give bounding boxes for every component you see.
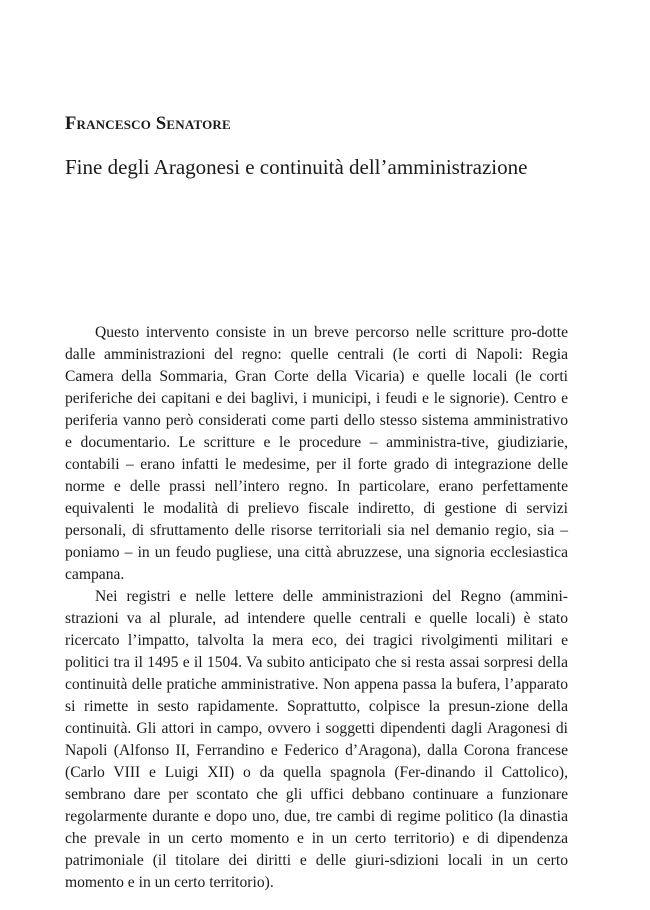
paragraph: Questo intervento consiste in un breve percorso nelle scritture pro-dotte dalle amministrazioni del regno: quelle centrali (le corti di Napoli: Regia Camera della Sommaria, Gran Corte della Vicaria) e quelle locali (le corti periferiche dei capitani e dei baglivi, i municipi, i feudi e le signorie). Centro e periferia vanno però considerati come parti dello stesso sistema amministrativo e documentario. Le scritture e le procedure – amministra-tive, giudiziarie, contabili – erano infatti le medesime, per il forte grado di integrazione delle norme e delle prassi nell’intero regno. In particolare, erano perfettamente equivalenti le modalità di prelievo fiscale indiretto, di gestione di servizi personali, di sfruttamento delle risorse territoriali sia nel demanio regio, sia – poniamo – in un feudo pugliese, una città abruzzese, una signoria ecclesiastica campana. [65,324,568,583]
article-title: Fine degli Aragonesi e continuità dell’amministrazione [65,155,528,179]
article-body [65,322,568,894]
author-name: Francesco Senatore [65,114,231,134]
paragraph: Nei registri e nelle lettere delle amministrazioni del Regno (ammini-strazioni va al plurale, ad intendere quelle centrali e quelle locali) è stato ricercato l’impatto, talvolta la mera eco, dei tragici rivolgimenti militari e politici tra il 1495 e il 1504. Va subito anticipato che si resta assai sorpresi della continuità delle pratiche amministrative. Non appena passa la bufera, l’apparato si rimette in sesto rapidamente. Soprattutto, colpisce la presun-zione della continuità. Gli attori in campo, ovvero i soggetti dipendenti dagli Aragonesi di Napoli (Alfonso II, Ferrandino e Federico d’Aragona), dalla Corona francese (Carlo VIII e Luigi XII) o da quella spagnola (Fer-dinando il Cattolico), sembrano dare per scontato che gli uffici debbano continuare a funzionare regolarmente durante e dopo uno, due, tre cambi di regime politico (la dinastia che prevale in un certo momento e in un certo territorio) e di dipendenza patrimoniale (il titolare dei diritti e delle giuri-sdizioni locali in un certo momento e in un certo territorio). [65,588,568,891]
